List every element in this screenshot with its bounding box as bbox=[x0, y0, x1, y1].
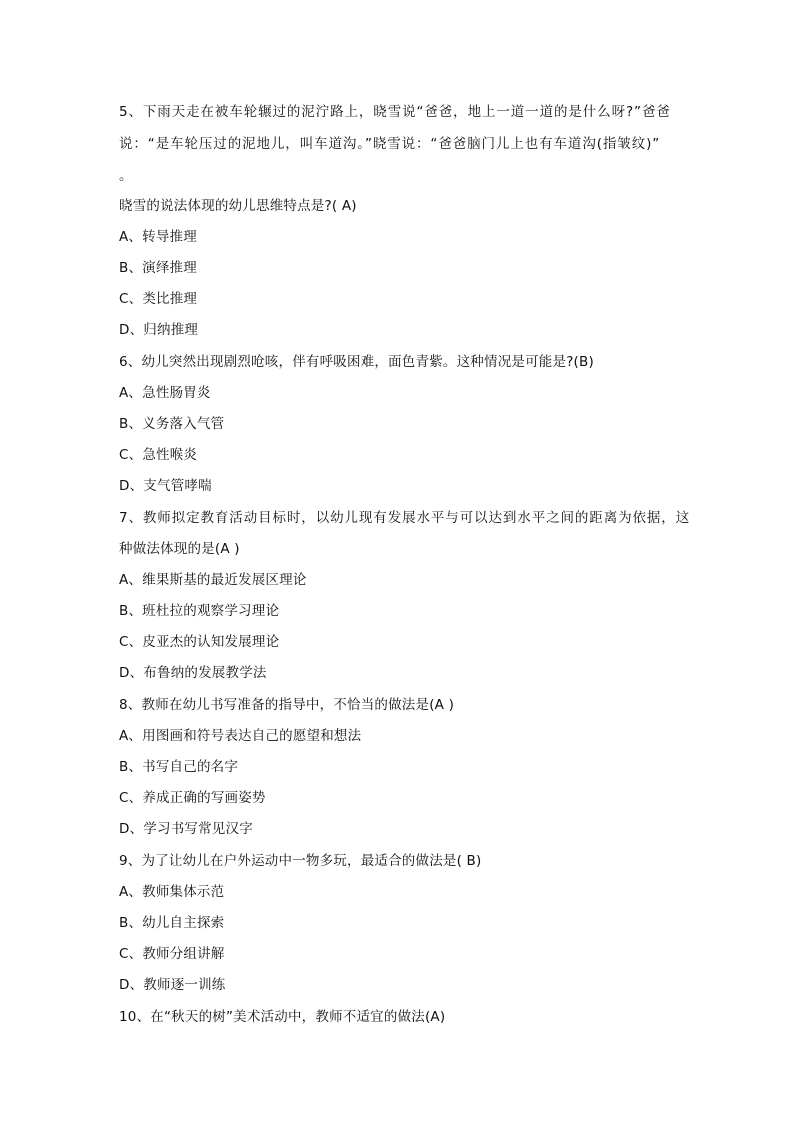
q8-question: 8、教师在幼儿书写准备的指导中，不恰当的做法是(A ) bbox=[119, 697, 455, 713]
q6-option-b: B、义务落入气管 bbox=[119, 416, 225, 432]
q9-option-d: D、教师逐一训练 bbox=[119, 977, 226, 993]
q6-option-d: D、支气管哮喘 bbox=[119, 478, 212, 494]
q9-option-c: C、教师分组讲解 bbox=[119, 946, 225, 962]
q10-question: 10、在“秋天的树”美术活动中，教师不适宜的做法(A) bbox=[119, 1009, 446, 1025]
q7-option-a: A、维果斯基的最近发展区理论 bbox=[119, 572, 307, 588]
q9-option-a: A、教师集体示范 bbox=[119, 884, 225, 900]
q8-option-a: A、用图画和符号表达自己的愿望和想法 bbox=[119, 728, 362, 744]
q5-stem-line-2: 说：“是车轮压过的泥地儿，叫车道沟。”晓雪说：“爸爸脑门儿上也有车道沟(指皱纹)” bbox=[119, 136, 661, 152]
q8-option-d: D、学习书写常见汉字 bbox=[119, 821, 253, 837]
q5-stem-line-3: 。 bbox=[119, 168, 133, 184]
q7-question-line-1: 7、教师拟定教育活动目标时，以幼儿现有发展水平与可以达到水平之间的距离为依据，这 bbox=[119, 510, 691, 526]
q6-question: 6、幼儿突然出现剧烈呛咳，伴有呼吸困难，面色青紫。这种情况是可能是?(B) bbox=[119, 354, 594, 370]
q7-option-c: C、皮亚杰的认知发展理论 bbox=[119, 634, 280, 650]
q9-option-b: B、幼儿自主探索 bbox=[119, 915, 225, 931]
q6-option-c: C、急性喉炎 bbox=[119, 447, 198, 463]
q6-option-a: A、急性肠胃炎 bbox=[119, 385, 211, 401]
q5-question: 晓雪的说法体现的幼儿思维特点是?( A) bbox=[119, 198, 357, 214]
q7-option-d: D、布鲁纳的发展教学法 bbox=[119, 665, 267, 681]
q5-stem-line-1: 5、下雨天走在被车轮辗过的泥泞路上，晓雪说“爸爸，地上一道一道的是什么呀?”爸爸 bbox=[119, 104, 671, 120]
q5-option-b: B、演绎推理 bbox=[119, 260, 197, 276]
q8-option-b: B、书写自己的名字 bbox=[119, 759, 239, 775]
q5-option-c: C、类比推理 bbox=[119, 291, 198, 307]
q9-question: 9、为了让幼儿在户外运动中一物多玩，最适合的做法是( B) bbox=[119, 853, 482, 869]
q7-option-b: B、班杜拉的观察学习理论 bbox=[119, 603, 280, 619]
q5-option-a: A、转导推理 bbox=[119, 229, 197, 245]
q7-question-line-2: 种做法体现的是(A ) bbox=[119, 541, 240, 557]
q5-option-d: D、归纳推理 bbox=[119, 322, 199, 338]
q8-option-c: C、养成正确的写画姿势 bbox=[119, 790, 266, 806]
